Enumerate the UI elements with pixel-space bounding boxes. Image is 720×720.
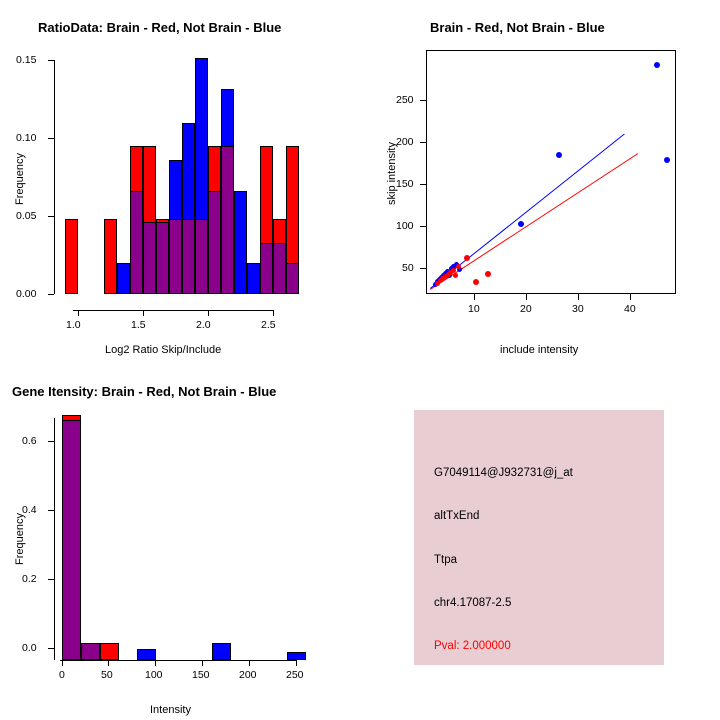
- panel2-ytick-label: 50: [402, 262, 414, 274]
- panel3-y-axis: [54, 418, 55, 660]
- bar-notbrain: [117, 263, 130, 294]
- panel3-ytick: [48, 510, 54, 511]
- panel1-x-axis: [73, 310, 273, 311]
- panel2-xlabel: include intensity: [500, 344, 579, 356]
- panel1-ytick-label: 0.10: [16, 132, 37, 144]
- panel1-xtick-label: 2.5: [261, 319, 276, 331]
- panel2-ytick: [420, 226, 426, 227]
- point-brain: [464, 255, 470, 261]
- panel1-xtick: [78, 310, 79, 316]
- bar-overlap: [130, 191, 143, 294]
- panel3-xtick-label: 50: [101, 669, 113, 681]
- panel3-ytick-label: 0.0: [22, 642, 37, 654]
- bar-overlap: [273, 243, 286, 294]
- panel3-ytick: [48, 648, 54, 649]
- panel-gene-intensity-histogram: [0, 360, 360, 720]
- info-box: [414, 410, 664, 665]
- panel3-ylabel: Frequency: [14, 513, 26, 565]
- point-brain: [485, 271, 491, 277]
- point-brain: [453, 273, 458, 278]
- bar-overlap: [81, 643, 100, 660]
- panel2-title: Brain - Red, Not Brain - Blue: [430, 20, 605, 35]
- panel-info: [360, 360, 720, 720]
- bar-notbrain: [234, 191, 247, 294]
- point-brain: [473, 279, 479, 285]
- panel3-xtick-label: 100: [145, 669, 163, 681]
- bar-overlap: [62, 420, 81, 660]
- panel1-xtick-label: 1.0: [66, 319, 81, 331]
- panel2-ytick: [420, 184, 426, 185]
- bar-overlap: [195, 219, 208, 294]
- panel-intensity-scatter: [360, 0, 720, 360]
- panel1-ytick-label: 0.15: [16, 54, 37, 66]
- panel3-xtick: [202, 660, 203, 666]
- panel1-ylabel: Frequency: [14, 153, 26, 205]
- panel2-ytick-label: 150: [396, 178, 414, 190]
- panel2-ylabel: skip intensity: [386, 142, 398, 205]
- panel3-title: Gene Itensity: Brain - Red, Not Brain - Blue: [12, 384, 277, 399]
- panel1-xlabel: Log2 Ratio Skip/Include: [105, 344, 222, 356]
- panel3-xtick: [249, 660, 250, 666]
- panel-ratio-histogram: [0, 0, 360, 360]
- panel2-ytick: [420, 142, 426, 143]
- panel1-title: RatioData: Brain - Red, Not Brain - Blue: [38, 20, 282, 35]
- panel3-ytick-label: 0.6: [22, 435, 37, 447]
- panel2-ytick-label: 100: [396, 220, 414, 232]
- panel1-xtick: [273, 310, 274, 316]
- bar-overlap: [156, 222, 169, 294]
- panel3-xtick-label: 150: [192, 669, 210, 681]
- panel2-ytick: [420, 100, 426, 101]
- event-type-text: altTxEnd: [434, 510, 480, 522]
- gene-name-text: Ttpa: [434, 554, 458, 566]
- panel1-ytick: [48, 294, 54, 295]
- panel1-xtick: [143, 310, 144, 316]
- panel2-xtick-label: 40: [624, 303, 636, 315]
- bar-notbrain: [137, 649, 156, 660]
- panel3-ytick: [48, 441, 54, 442]
- panel2-xtick-label: 30: [572, 303, 584, 315]
- point-notbrain: [556, 152, 562, 158]
- bar-overlap: [260, 243, 273, 294]
- pvalue-text: Pval: 2.000000: [434, 640, 511, 652]
- bar-brain: [100, 643, 119, 660]
- panel2-ytick-label: 250: [396, 94, 414, 106]
- probe-id-text: G7049114@J932731@j_at: [434, 467, 573, 479]
- panel3-ytick-label: 0.2: [22, 573, 37, 585]
- bar-brain: [104, 219, 117, 294]
- panel1-xtick-label: 2.0: [196, 319, 211, 331]
- bar-overlap: [286, 263, 299, 294]
- panel2-xtick: [630, 294, 631, 300]
- panel3-xtick: [296, 660, 297, 666]
- panel1-xtick: [208, 310, 209, 316]
- panel1-xtick-label: 1.5: [131, 319, 146, 331]
- panel3-xtick: [155, 660, 156, 666]
- panel1-ytick: [48, 216, 54, 217]
- panel1-ytick-label: 0.05: [16, 210, 37, 222]
- location-text: chr4.17087-2.5: [434, 597, 512, 609]
- panel3-xlabel: Intensity: [150, 704, 191, 716]
- bar-overlap: [208, 191, 221, 294]
- panel3-xtick-label: 250: [286, 669, 304, 681]
- panel2-xtick: [526, 294, 527, 300]
- point-brain: [456, 264, 461, 269]
- panel3-xtick: [62, 660, 63, 666]
- panel2-ytick-label: 200: [396, 136, 414, 148]
- panel1-ytick: [48, 60, 54, 61]
- panel1-y-axis: [54, 60, 55, 294]
- panel1-ytick-label: 0.00: [16, 288, 37, 300]
- panel3-x-axis: [60, 660, 297, 661]
- bar-brain: [65, 219, 78, 294]
- panel3-xtick-label: 200: [239, 669, 257, 681]
- bar-overlap: [143, 222, 156, 294]
- panel2-ytick: [420, 268, 426, 269]
- panel2-xtick: [578, 294, 579, 300]
- panel2-xtick: [474, 294, 475, 300]
- panel3-ytick: [48, 579, 54, 580]
- point-notbrain: [518, 221, 524, 227]
- panel2-xtick-label: 10: [468, 303, 480, 315]
- bar-overlap: [169, 219, 182, 294]
- bar-overlap: [221, 146, 234, 294]
- bar-notbrain: [212, 643, 231, 660]
- bar-notbrain: [287, 652, 306, 660]
- point-notbrain: [654, 62, 660, 68]
- panel1-ytick: [48, 138, 54, 139]
- panel2-xtick-label: 20: [520, 303, 532, 315]
- bar-notbrain: [247, 263, 260, 294]
- point-notbrain: [664, 157, 670, 163]
- panel3-ytick-label: 0.4: [22, 504, 37, 516]
- bar-overlap: [182, 219, 195, 294]
- panel3-xtick-label: 0: [59, 669, 65, 681]
- panel3-xtick: [108, 660, 109, 666]
